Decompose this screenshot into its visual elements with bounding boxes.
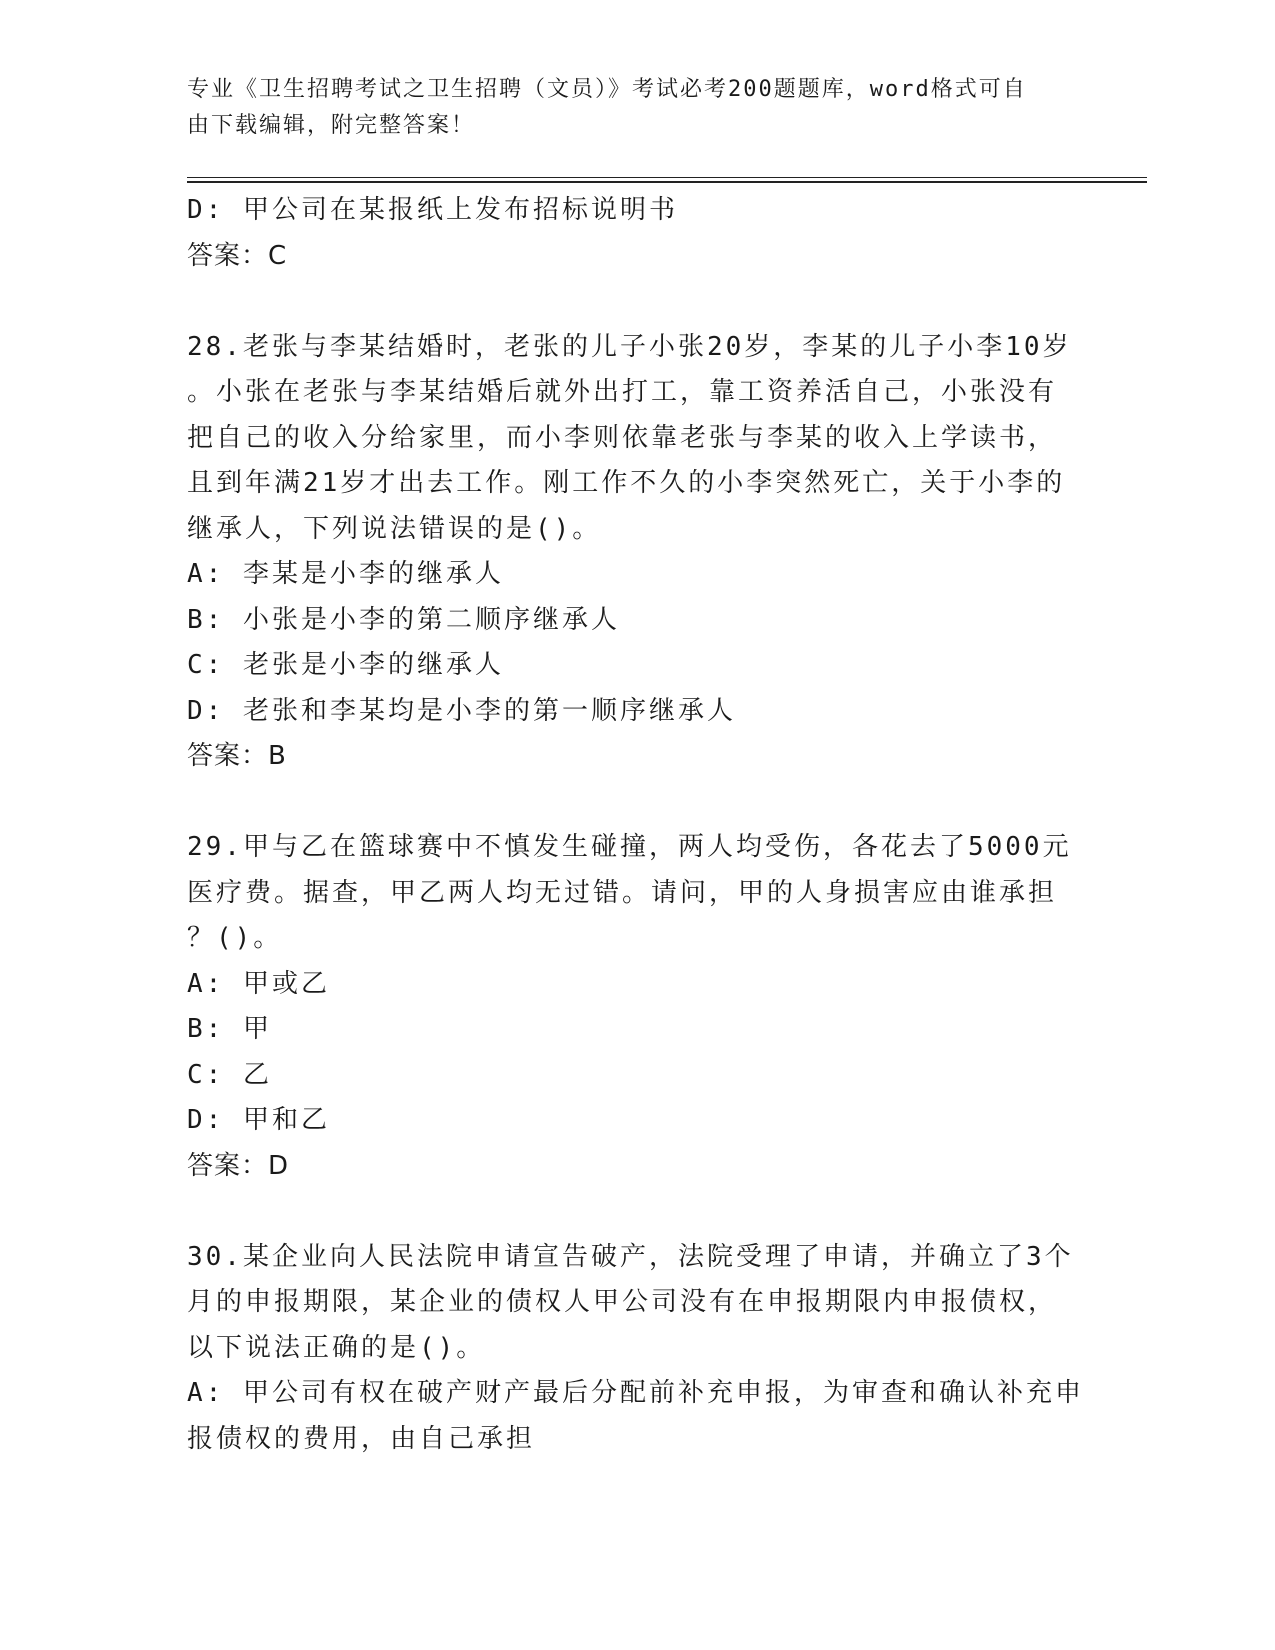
question-stem-line: 30.某企业向人民法院申请宣告破产，法院受理了申请，并确立了3个 — [187, 1241, 1074, 1272]
header-divider-thin — [187, 177, 1147, 178]
document-header — [187, 72, 1087, 144]
question-stem-line: 且到年满21岁才出去工作。刚工作不久的小李突然死亡，关于小李的 — [187, 468, 1066, 498]
option-a: A: 甲公司有权在破产财产最后分配前补充申报，为审查和确认补充申 — [187, 1378, 1084, 1408]
option-a-continued: 报债权的费用，由自己承担 — [187, 1423, 536, 1454]
header-divider-thick — [187, 181, 1147, 183]
header-line-2: 由下载编辑，附完整答案！ — [187, 113, 476, 138]
option-b: B: 小张是小李的第二顺序继承人 — [187, 604, 620, 635]
header-line-1: 专业《卫生招聘考试之卫生招聘（文员）》考试必考200题题库，word格式可自 — [187, 77, 1027, 102]
option-d: D: 老张和李某均是小李的第一顺序继承人 — [187, 695, 736, 726]
option-d: D: 甲和乙 — [187, 1105, 330, 1135]
question-stem-line: 月的申报期限，某企业的债权人甲公司没有在申报期限内申报债权， — [187, 1287, 1058, 1317]
document-body — [187, 188, 1087, 1462]
option-c: C: 老张是小李的继承人 — [187, 650, 504, 680]
question-stem-line: ？()。 — [187, 923, 283, 953]
question-30 — [187, 1235, 1087, 1463]
question-29 — [187, 825, 1087, 1189]
option-d: D: 甲公司在某报纸上发布招标说明书 — [187, 195, 678, 225]
question-block-27-tail — [187, 188, 1087, 279]
spacer — [187, 1189, 1087, 1235]
answer-line: 答案：C — [187, 240, 288, 271]
question-stem-line: 。小张在老张与李某结婚后就外出打工，靠工资养活自己，小张没有 — [187, 377, 1058, 407]
answer-line: 答案：B — [187, 741, 287, 771]
option-c: C: 乙 — [187, 1059, 272, 1090]
question-28 — [187, 325, 1087, 780]
question-stem-line: 29.甲与乙在篮球赛中不慎发生碰撞，两人均受伤，各花去了5000元 — [187, 832, 1072, 862]
option-a: A: 甲或乙 — [187, 968, 330, 999]
question-stem-line: 继承人，下列说法错误的是()。 — [187, 513, 602, 544]
question-stem-line: 以下说法正确的是()。 — [187, 1332, 486, 1363]
option-a: A: 李某是小李的继承人 — [187, 559, 504, 589]
answer-line: 答案：D — [187, 1150, 290, 1181]
question-stem-line: 把自己的收入分给家里，而小李则依靠老张与李某的收入上学读书， — [187, 422, 1058, 453]
question-stem-line: 医疗费。据查，甲乙两人均无过错。请问，甲的人身损害应由谁承担 — [187, 877, 1058, 908]
spacer — [187, 780, 1087, 826]
option-b: B: 甲 — [187, 1014, 272, 1044]
spacer — [187, 279, 1087, 325]
question-stem-line: 28.老张与李某结婚时，老张的儿子小张20岁，李某的儿子小李10岁 — [187, 331, 1072, 362]
